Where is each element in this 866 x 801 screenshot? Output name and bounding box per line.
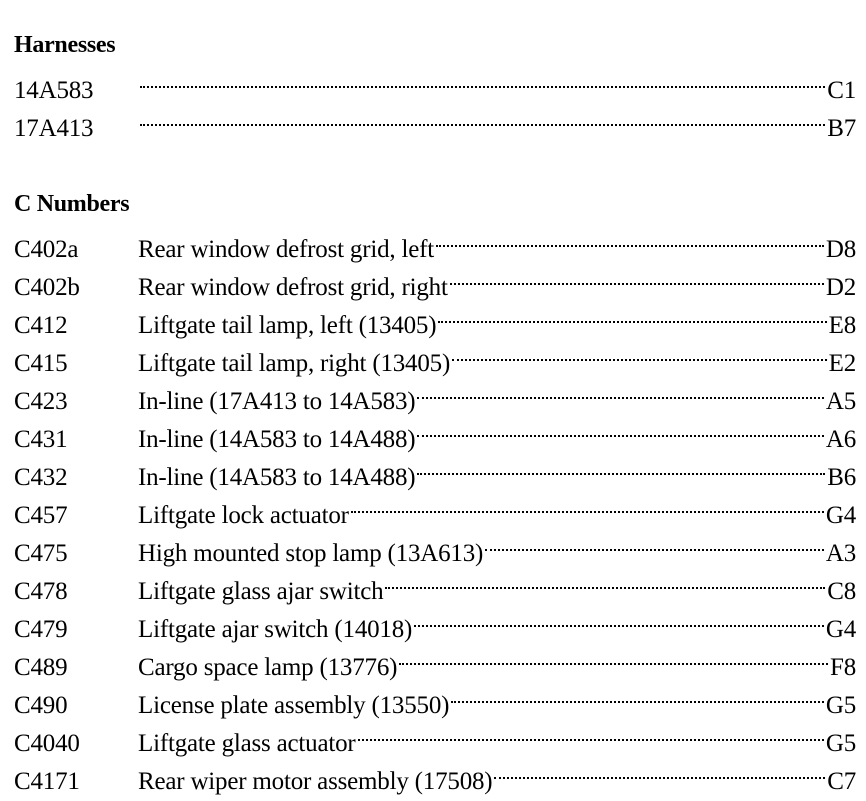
connector-code: C478 <box>14 578 68 605</box>
grid-location: G5 <box>825 692 856 719</box>
harness-row <box>14 98 856 142</box>
dot-leader <box>351 485 824 523</box>
grid-location: A5 <box>825 388 856 415</box>
grid-location: B6 <box>827 464 856 491</box>
grid-location: E8 <box>828 312 856 339</box>
grid-location: C7 <box>827 768 856 795</box>
connector-description: In-line (14A583 to 14A488) <box>138 426 416 453</box>
dot-leader <box>399 637 828 675</box>
grid-location: C1 <box>827 77 856 104</box>
connector-code: C490 <box>14 692 68 719</box>
dot-leader <box>140 98 825 136</box>
dot-leader <box>414 599 824 637</box>
grid-location: D8 <box>825 236 856 263</box>
grid-location: G4 <box>825 616 856 643</box>
connector-code: C4171 <box>14 768 80 795</box>
dot-leader <box>438 295 826 333</box>
grid-location: F8 <box>829 654 856 681</box>
connector-description: Liftgate glass ajar switch <box>138 578 384 605</box>
grid-location: D2 <box>825 274 856 301</box>
connector-code: C457 <box>14 502 68 529</box>
connector-description: Cargo space lamp (13776) <box>138 654 398 681</box>
harness-code: 14A583 <box>14 77 94 104</box>
harnesses-section <box>14 30 856 142</box>
connector-code: C431 <box>14 426 68 453</box>
dot-leader <box>140 60 825 98</box>
connector-description: In-line (17A413 to 14A583) <box>138 388 416 415</box>
dot-leader <box>451 675 824 713</box>
index-page <box>14 30 856 795</box>
connector-code: C423 <box>14 388 68 415</box>
dot-leader <box>417 371 823 409</box>
connector-description: Rear wiper motor assembly (17508) <box>138 768 493 795</box>
grid-location: G4 <box>825 502 856 529</box>
dot-leader <box>452 333 827 371</box>
dot-leader <box>417 447 825 485</box>
connector-code: C402a <box>14 236 79 263</box>
harness-code: 17A413 <box>14 115 94 142</box>
dot-leader <box>485 523 824 561</box>
grid-location: G5 <box>825 730 856 757</box>
connector-description: High mounted stop lamp (13A613) <box>138 540 484 567</box>
dot-leader <box>436 219 824 257</box>
connector-code: C475 <box>14 540 68 567</box>
connector-description: Rear window defrost grid, right <box>138 274 448 301</box>
connector-code: C412 <box>14 312 68 339</box>
grid-location: C8 <box>827 578 856 605</box>
dot-leader <box>450 257 824 295</box>
connector-description: License plate assembly (13550) <box>138 692 450 719</box>
connector-code: C432 <box>14 464 68 491</box>
dot-leader <box>494 751 825 789</box>
grid-location: A6 <box>825 426 856 453</box>
connector-row <box>14 219 856 263</box>
dot-leader <box>358 713 824 751</box>
connector-code: C489 <box>14 654 68 681</box>
grid-location: A3 <box>825 540 856 567</box>
dot-leader <box>385 561 825 599</box>
connector-description: Liftgate glass actuator <box>138 730 356 757</box>
section-spacer <box>14 136 856 189</box>
grid-location: E2 <box>828 350 856 377</box>
dot-leader <box>417 409 823 447</box>
connector-description: Liftgate lock actuator <box>138 502 349 529</box>
connector-code: C479 <box>14 616 68 643</box>
c-numbers-section <box>14 189 856 795</box>
c-numbers-heading: C Numbers <box>14 191 130 217</box>
connector-description: Liftgate ajar switch (14018) <box>138 616 413 643</box>
connector-description: Rear window defrost grid, left <box>138 236 435 263</box>
harnesses-heading: Harnesses <box>14 32 116 58</box>
harness-row <box>14 60 856 104</box>
connector-code: C415 <box>14 350 68 377</box>
connector-code: C4040 <box>14 730 80 757</box>
connector-description: Liftgate tail lamp, right (13405) <box>138 350 451 377</box>
grid-location: B7 <box>827 115 856 142</box>
connector-description: Liftgate tail lamp, left (13405) <box>138 312 437 339</box>
connector-description: In-line (14A583 to 14A488) <box>138 464 416 491</box>
connector-code: C402b <box>14 274 80 301</box>
